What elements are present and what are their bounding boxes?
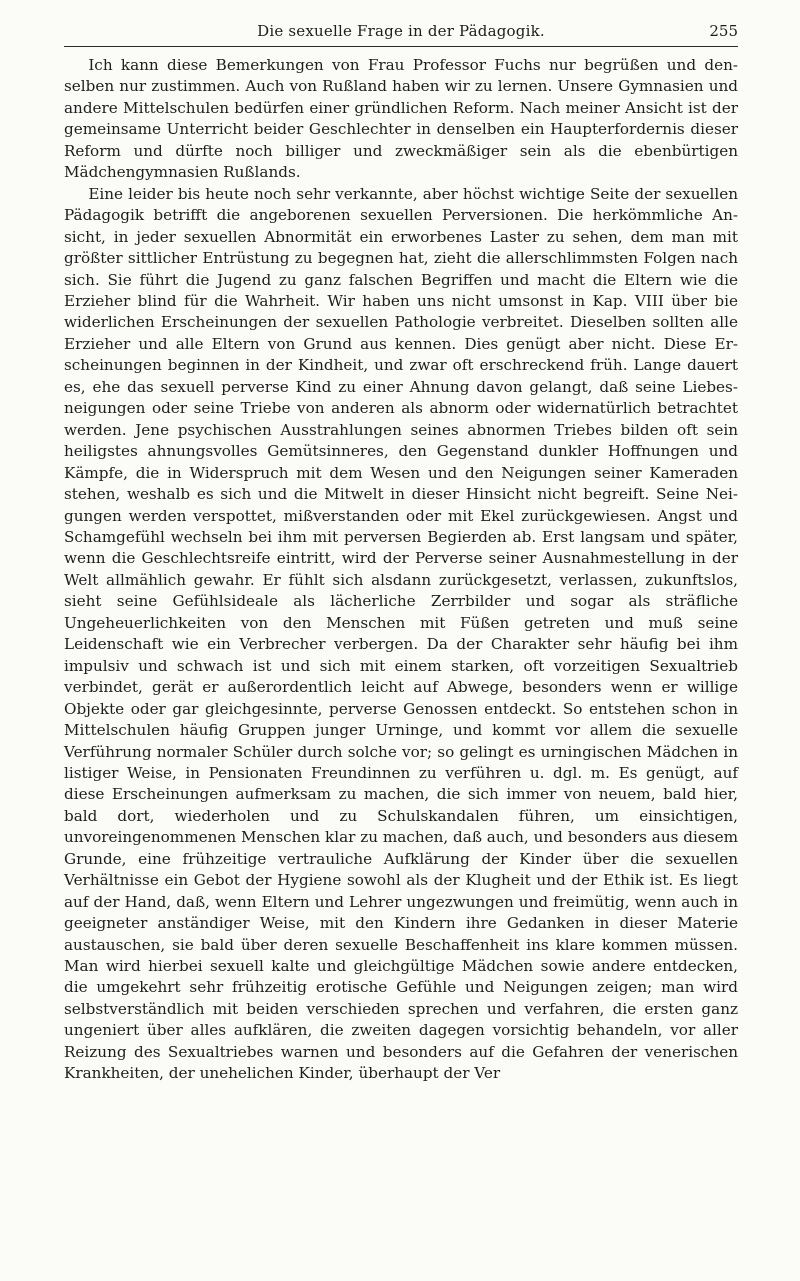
- paragraph-1: Ich kann diese Bemerkungen von Frau Professor Fuchs nur begrüßen und denselben nur zustimmen. Auch von Rußland haben wir zu lernen. Unsere Gymnasien und andere Mittelschulen bedürfen einer gründlichen Reform. Nach meiner Ansicht ist der gemeinsame Unterricht beider Geschlechter in denselben ein Haupterfordernis dieser Reform und dürfte noch billiger und zweckmäßiger sein als die ebenbürtigen Mädchengymnasien Rußlands.: [64, 56, 738, 182]
- page-number: 255: [709, 22, 738, 40]
- paragraph-2: Eine leider bis heute noch sehr verkannte, aber höchst wichtige Seite der sexuellen Pädagogik betrifft die angeborenen sexuellen Perversionen. Die herkömmliche Ansicht, in jeder sexuellen Abnormität ein erworbenes Laster zu sehen, dem man mit größter sittlicher Entrüstung zu begegnen hat, zieht die allerschlimmsten Folgen nach sich. Sie führt die Jugend zu ganz falschen Begriffen und macht die Eltern wie die Erzieher blind für die Wahrheit. Wir haben uns nicht umsonst in Kap. VIII über bie widerlichen Erscheinungen der sexuellen Pathologie verbreitet. Dieselben sollten alle Erzieher und alle Eltern von Grund aus kennen. Dies genügt aber nicht. Diese Erscheinungen beginnen in der Kindheit, und zwar oft erschreckend früh. Lange dauert es, ehe das sexuell perverse Kind zu einer Ahnung davon gelangt, daß seine Liebesneigungen oder seine Triebe von anderen als abnorm oder widernatürlich betrachtet werden. Jene psychischen Ausstrahlungen seines abnormen Triebes bilden oft sein heiligstes ahnungsvolles Gemütsinneres, den Gegenstand dunkler Hoffnungen und Kämpfe, die in Widerspruch mit dem Wesen und den Neigungen seiner Kameraden stehen, weshalb es sich und die Mitwelt in dieser Hinsicht nicht begreift. Seine Neigungen werden verspottet, mißverstanden oder mit Ekel zurückgewiesen. Angst und Schamgefühl wechseln bei ihm mit perversen Begierden ab. Erst langsam und später, wenn die Geschlechtsreife eintritt, wird der Perverse seiner Ausnahmestellung in der Welt allmählich gewahr. Er fühlt sich alsdann zurückgesetzt, verlassen, zukunftslos, sieht seine Gefühlsideale als lächerliche Zerrbilder und sogar als sträfliche Ungeheuerlichkeiten von den Menschen mit Füßen getreten und muß seine Leidenschaft wie ein Verbrecher verbergen. Da der Charakter sehr häufig bei ihm impulsiv und schwach ist und sich mit einem starken, oft vorzeitigen Sexualtrieb verbindet, gerät er außerordentlich leicht auf Abwege, besonders wenn er willige Objekte oder gar gleichgesinnte, perverse Genossen entdeckt. So entstehen schon in Mittelschulen häufig Gruppen junger Urninge, und kommt vor allem die sexuelle Verführung normaler Schüler durch solche vor; so gelingt es urningischen Mädchen in listiger Weise, in Pensionaten Freundinnen zu verführen u. dgl. m. Es genügt, auf diese Erscheinungen aufmerksam zu machen, die sich immer von neuem, bald hier, bald dort, wiederholen und zu Schulskandalen führen, um einsichtigen, unvoreingenommenen Menschen klar zu machen, daß auch, und besonders aus diesem Grunde, eine frühzeitige vertrauliche Aufklärung der Kinder über die sexuellen Verhältnisse ein Gebot der Hygiene sowohl als der Klugheit und der Ethik ist. Es liegt auf der Hand, daß, wenn Eltern und Lehrer ungezwungen und freimütig, wenn auch in geeigneter anständiger Weise, mit den Kindern ihre Gedanken in dieser Materie austauschen, sie bald über deren sexuelle Beschaffenheit ins klare kommen müssen. Man wird hierbei sexuell kalte und gleichgültige Mädchen sowie andere entdecken, die umgekehrt sehr frühzeitig erotische Gefühle und Neigungen zeigen; man wird selbstverständlich mit beiden verschieden sprechen und verfahren, die ersten ganz ungeniert über alles aufklären, die zweiten dagegen vorsichtig behandeln, vor aller Reizung des Sexualtriebes warnen und besonders auf die Gefahren der venerischen Krankheiten, der unehelichen Kinder, überhaupt der Ver: [64, 184, 738, 1083]
- running-title: Die sexuelle Frage in der Pädagogik.: [257, 22, 545, 40]
- running-header: [64, 20, 738, 47]
- body-text: [64, 55, 738, 1085]
